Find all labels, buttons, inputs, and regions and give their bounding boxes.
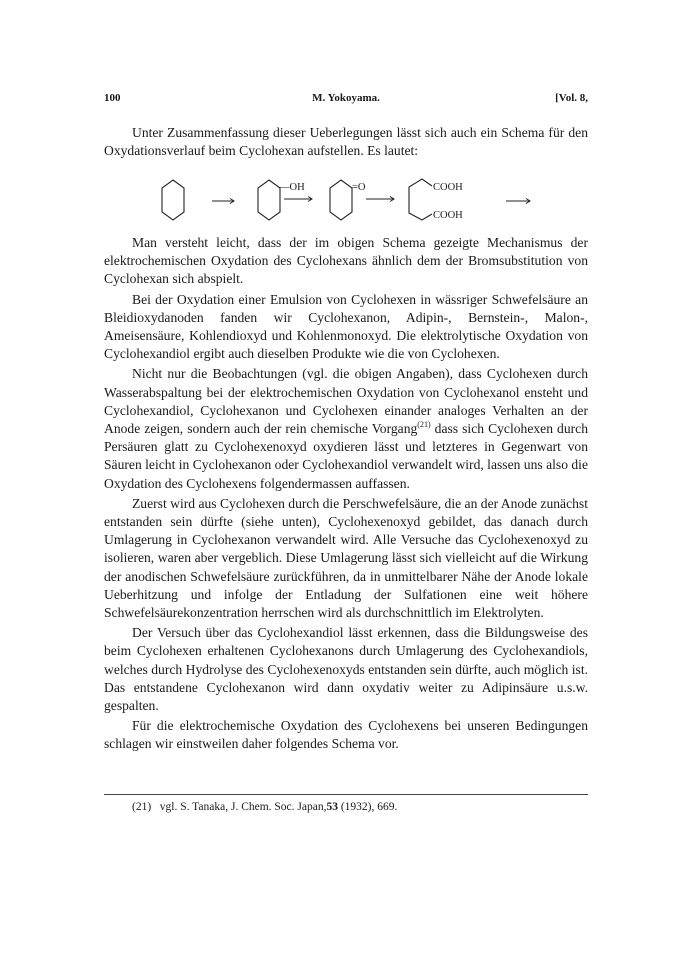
- paragraph-observations: [104, 365, 588, 492]
- paragraph-mechanism: Man versteht leicht, dass der im obigen Schema gezeigte Mechanismus der elektrochemischen Oxydation des Cyclohexans ähnlich dem der Bromsubstitution von Cyclohexan sich abspielt.: [104, 235, 588, 287]
- volume-label: [Vol. 8,: [555, 92, 588, 104]
- page-number: 100: [104, 92, 121, 104]
- carboxyl-top-label: COOH: [433, 182, 463, 193]
- footnote-number: (21): [132, 801, 152, 813]
- hydroxyl-label: —OH: [279, 182, 305, 193]
- reaction-scheme: [150, 178, 570, 230]
- reaction-arrow-4: [506, 199, 530, 204]
- paragraph-observations-part-a: Nicht nur die Beobachtungen (vgl. die obigen Angaben), dass Cyclohexen durch Wasserabspaltung bei der elektrochemischen Oxydation von Cyclohexanol ensteht und Cyclohexandiol, Cyclohexanon und Cyclohexen einander analoges Verhalten an der Anode zeigen, sondern auch der rein chemische Vorgang: [104, 366, 588, 437]
- running-header: [104, 92, 588, 108]
- footnote-text-a: vgl. S. Tanaka, J. Chem. Soc. Japan,: [159, 801, 327, 813]
- footnote: [132, 801, 397, 813]
- paragraph-intro: Unter Zusammenfassung dieser Ueberlegungen lässt sich auch ein Schema für den Oxydationsverlauf beim Cyclohexan aufstellen. Es lautet:: [104, 125, 588, 159]
- reaction-scheme-svg: [150, 178, 570, 230]
- paragraph-cyclohexandiol: Der Versuch über das Cyclohexandiol lässt erkennen, dass die Bildungsweise des beim Cyclohexen erhaltenen Cyclohexanons durch Umlagerung des Cyclohexandiols, welches durch Hydrolyse des Cyclohexenoxyds entstanden sein dürfte, auch möglich ist. Das entstandene Cyclohexanon wird dann oxydativ weiter zu Adipinsäure u.s.w. gespalten.: [104, 625, 588, 714]
- footnote-reference: (21): [417, 420, 431, 430]
- carbonyl-label: =O: [352, 182, 366, 193]
- intro-paragraph-block: [104, 124, 588, 162]
- reaction-arrow-1: [212, 199, 234, 204]
- main-text-block: [104, 234, 588, 756]
- cyclohexane-ring: [162, 180, 184, 220]
- cyclohexanone-ring: [330, 180, 352, 220]
- paragraph-proposed-scheme: Für die elektrochemische Oxydation des Cyclohexens bei unseren Bedingungen schlagen wir einstweilen daher folgendes Schema vor.: [104, 718, 588, 752]
- footnote-divider: [104, 794, 588, 795]
- carboxyl-bottom-label: COOH: [433, 210, 463, 221]
- paragraph-cyclohexene-oxidation: Bei der Oxydation einer Emulsion von Cyclohexen in wässriger Schwefelsäure an Bleidioxydanoden fanden wir Cyclohexanon, Adipin-, Bernstein-, Malon-, Ameisensäure, Kohlendioxyd und Kohlenmonoxyd. Die elektrolytische Oxydation von Cyclohexandiol ergibt auch dieselben Produkte wie die von Cyclohexen.: [104, 291, 588, 362]
- footnote-text-b: (1932), 669.: [337, 801, 398, 813]
- cyclohexanol-ring: [258, 180, 280, 220]
- running-author: M. Yokoyama.: [312, 92, 380, 104]
- paragraph-observations-part-b: dass sich Cyclohexen durch Persäuren glatt zu Cyclohexenoxyd oxydieren lässt und letzteres in Gegenwart von Säuren leicht in Cyclohexanon oder Cyclohexandiol verwandelt wird, lassen uns also die Oxydation des Cyclohexens folgendermassen auffassen.: [104, 421, 588, 491]
- reaction-arrow-3: [366, 197, 394, 202]
- adipic-acid-chain: [409, 179, 432, 220]
- paragraph-cyclohexenoxide: Zuerst wird aus Cyclohexen durch die Perschwefelsäure, die an der Anode zunächst entstanden sein dürfte (siehe unten), Cyclohexenoxyd gebildet, das danach durch Umlagerung in Cyclohexanon verwandelt wird. Alle Versuche das Cyclohexenoxyd zu isolieren, waren aber vergeblich. Diese Umlagerung lässt sich vielleicht auf die Wirkung der anodischen Schwefelsäure zurückführen, da in unmittelbarer Nähe der Anode lokale Ueberhitzung und infolge der Entladung der Sulfationen eine weit höhere Schwefelsäurekonzentration herrschen wird als durchschnittlich im Elektrolyten.: [104, 495, 588, 621]
- reaction-arrow-2: [284, 197, 312, 202]
- footnote-volume: 53: [326, 801, 338, 813]
